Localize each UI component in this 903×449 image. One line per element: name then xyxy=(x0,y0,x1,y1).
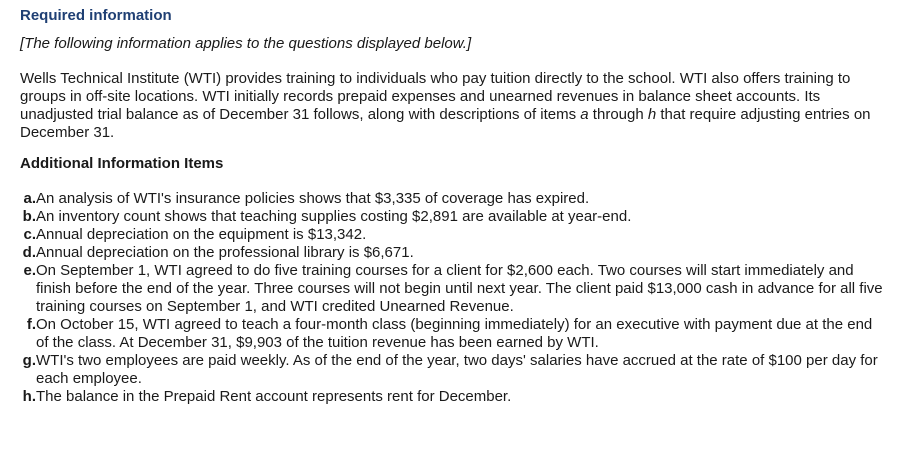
additional-info-heading: Additional Information Items xyxy=(20,155,224,172)
item-text: Annual depreciation on the professional library is $6,671. xyxy=(36,244,414,261)
item-letter: c. xyxy=(23,226,36,243)
item-text: An inventory count shows that teaching supplies costing $2,891 are available at year-end. xyxy=(36,208,632,225)
intro-text-3: that require adjusting entries on December 31. xyxy=(20,106,871,141)
item-letter: g. xyxy=(22,352,36,369)
item-text: On September 1, WTI agreed to do five training courses for a client for $2,600 each. Two courses will start immediately and finish before the end of the year. Three courses will not begin until next year. The client paid $13,000 cash in advance for all five training courses on September 1, and WTI credited Unearned Revenue. xyxy=(36,262,883,315)
list-item xyxy=(20,388,884,406)
intro-paragraph xyxy=(20,70,880,142)
list-item xyxy=(20,316,884,352)
list-item xyxy=(20,262,884,316)
item-text: WTI's two employees are paid weekly. As of the end of the year, two days' salaries have accrued at the rate of $100 per day for each employee. xyxy=(36,352,878,387)
item-text: Annual depreciation on the equipment is $13,342. xyxy=(36,226,367,243)
item-letter: d. xyxy=(22,244,36,261)
item-letter: f. xyxy=(26,316,36,333)
item-letter: b. xyxy=(22,208,36,225)
item-letter: e. xyxy=(23,262,36,279)
intro-italic-h: h xyxy=(647,106,657,123)
item-letter: h. xyxy=(22,388,36,405)
list-item xyxy=(20,352,884,388)
item-letter: a. xyxy=(23,190,36,207)
list-item xyxy=(20,190,884,208)
item-text: An analysis of WTI's insurance policies shows that $3,335 of coverage has expired. xyxy=(36,190,590,207)
additional-info-list xyxy=(20,190,884,406)
info-applies-note: [The following information applies to the questions displayed below.] xyxy=(20,35,472,52)
intro-italic-a: a xyxy=(580,106,589,123)
intro-text-2: through xyxy=(588,106,648,123)
intro-text-1: Wells Technical Institute (WTI) provides training to individuals who pay tuition directly to the school. WTI also offers training to groups in off-site locations. WTI initially records prepaid expenses and unearned revenues in balance sheet accounts. Its unadjusted trial balance as of December 31 follows, along with descriptions of items xyxy=(20,70,851,123)
list-item xyxy=(20,244,884,262)
list-item xyxy=(20,208,884,226)
list-item xyxy=(20,226,884,244)
item-text: The balance in the Prepaid Rent account represents rent for December. xyxy=(36,388,512,405)
item-text: On October 15, WTI agreed to teach a four-month class (beginning immediately) for an executive with payment due at the end of the class. At December 31, $9,903 of the tuition revenue has been earned by WTI. xyxy=(36,316,873,351)
required-information-title: Required information xyxy=(20,7,172,24)
